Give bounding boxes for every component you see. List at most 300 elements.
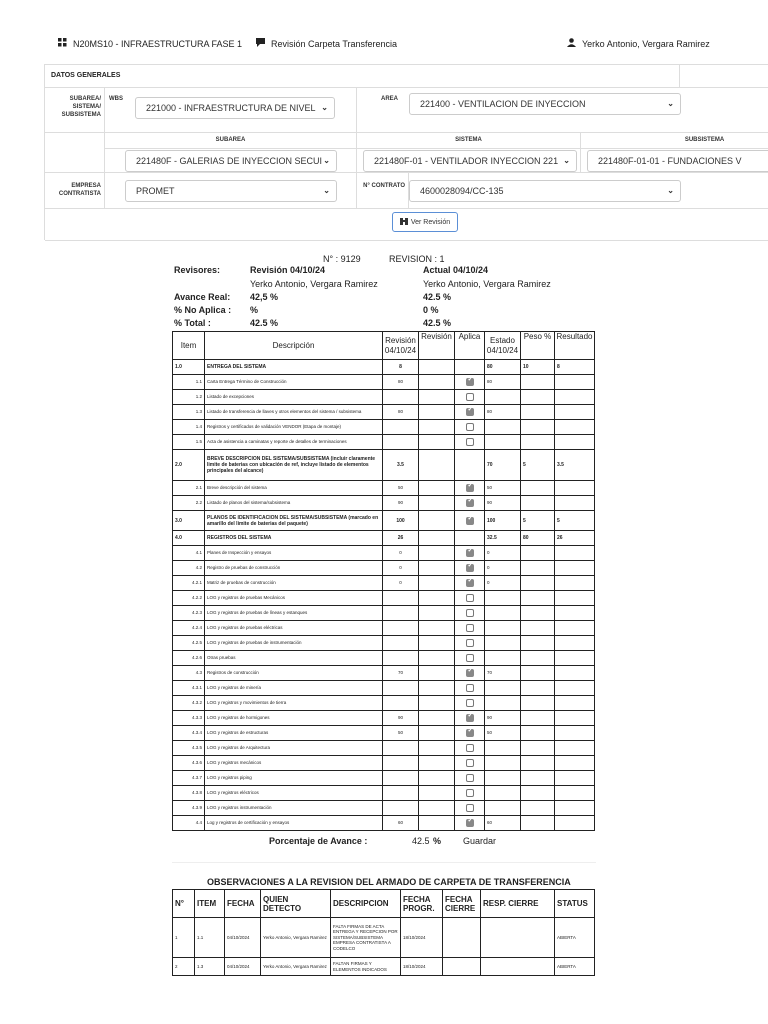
divider xyxy=(172,862,596,863)
cell-revision[interactable] xyxy=(419,481,455,496)
cell-revision[interactable] xyxy=(419,511,455,531)
cell-revision[interactable] xyxy=(419,666,455,681)
cell-aplica xyxy=(455,481,485,496)
cell-resultado xyxy=(555,481,595,496)
aplica-checkbox[interactable] xyxy=(466,699,474,707)
obs-cell-progr: 18/10/2024 xyxy=(401,958,443,976)
cell-revision-date xyxy=(383,801,419,816)
col-revision-date: Revisión 04/10/24 xyxy=(383,332,419,360)
cell-peso xyxy=(521,390,555,405)
cell-estado: 0 xyxy=(485,576,521,591)
cell-revision-date: 90 xyxy=(383,496,419,511)
cell-estado: 90 xyxy=(485,711,521,726)
aplica-checkbox[interactable] xyxy=(466,408,474,416)
col-descripcion: Descripción xyxy=(205,332,383,360)
cell-item: 1.2 xyxy=(173,390,205,405)
cell-descripcion: ENTREGA DEL SISTEMA xyxy=(205,360,383,375)
cell-revision[interactable] xyxy=(419,390,455,405)
cell-aplica xyxy=(455,726,485,741)
cell-revision[interactable] xyxy=(419,435,455,450)
cell-estado xyxy=(485,420,521,435)
cell-estado xyxy=(485,651,521,666)
cell-item: 2.1 xyxy=(173,481,205,496)
cell-peso xyxy=(521,435,555,450)
total-revision: 42.5 % xyxy=(250,318,279,328)
cell-revision[interactable] xyxy=(419,546,455,561)
cell-item: 4.2.6 xyxy=(173,651,205,666)
chevron-down-icon: ⌄ xyxy=(321,103,328,112)
cell-resultado: 5 xyxy=(555,511,595,531)
aplica-checkbox[interactable] xyxy=(466,819,474,827)
aplica-checkbox[interactable] xyxy=(466,438,474,446)
cell-aplica xyxy=(455,375,485,390)
cell-revision[interactable] xyxy=(419,420,455,435)
cell-item: 4.3.4 xyxy=(173,726,205,741)
cell-estado xyxy=(485,756,521,771)
cell-aplica xyxy=(455,681,485,696)
cell-revision-date: 0 xyxy=(383,561,419,576)
table-row xyxy=(173,816,595,831)
cell-revision[interactable] xyxy=(419,576,455,591)
cell-peso xyxy=(521,405,555,420)
cell-item: 4.2.5 xyxy=(173,636,205,651)
cell-revision-date: 80 xyxy=(383,405,419,420)
cell-resultado xyxy=(555,771,595,786)
aplica-checkbox[interactable] xyxy=(466,579,474,587)
cell-peso xyxy=(521,481,555,496)
cell-revision[interactable] xyxy=(419,756,455,771)
cell-estado xyxy=(485,390,521,405)
aplica-checkbox[interactable] xyxy=(466,484,474,492)
cell-item: 1.4 xyxy=(173,420,205,435)
obs-cell-status: ABIERTA xyxy=(555,918,595,958)
obs-cell-quien: Yerko Antonio, Vergara Ramirez xyxy=(261,918,331,958)
cell-revision[interactable] xyxy=(419,636,455,651)
obs-cell-status: ABIERTA xyxy=(555,958,595,976)
sistema-select[interactable] xyxy=(363,150,577,172)
cell-revision[interactable] xyxy=(419,741,455,756)
cell-revision-date: 3.5 xyxy=(383,450,419,481)
cell-item: 4.3.5 xyxy=(173,741,205,756)
table-row xyxy=(173,405,595,420)
obs-cell-n: 2 xyxy=(173,958,195,976)
cell-descripcion: Planes de Inspección y ensayos xyxy=(205,546,383,561)
cell-estado: 80 xyxy=(485,405,521,420)
cell-aplica xyxy=(455,450,485,481)
cell-descripcion: Breve descripción del sistema xyxy=(205,481,383,496)
table-row xyxy=(173,561,595,576)
cell-revision-date xyxy=(383,606,419,621)
col-estado: Estado 04/10/24 xyxy=(485,332,521,360)
aplica-checkbox[interactable] xyxy=(466,654,474,662)
avance-footer-unit: % xyxy=(433,836,442,846)
col-resultado: Resultado xyxy=(555,332,595,360)
cell-resultado xyxy=(555,816,595,831)
cell-item: 4.3.8 xyxy=(173,786,205,801)
cell-revision-date xyxy=(383,786,419,801)
cell-revision-date xyxy=(383,681,419,696)
cell-item: 1.0 xyxy=(173,360,205,375)
cell-revision[interactable] xyxy=(419,606,455,621)
cell-peso xyxy=(521,786,555,801)
obs-cell-cierre xyxy=(443,958,481,976)
actual-user: Yerko Antonio, Vergara Ramirez xyxy=(423,279,551,289)
table-row xyxy=(173,450,595,481)
subsistema-select[interactable] xyxy=(587,150,768,172)
obs-row[interactable] xyxy=(173,958,595,976)
cell-item: 4.3.9 xyxy=(173,801,205,816)
cell-aplica xyxy=(455,576,485,591)
cell-resultado xyxy=(555,375,595,390)
cell-item: 3.0 xyxy=(173,511,205,531)
cell-revision-date xyxy=(383,696,419,711)
cell-item: 4.1 xyxy=(173,546,205,561)
cell-resultado xyxy=(555,726,595,741)
cell-aplica xyxy=(455,651,485,666)
cell-revision[interactable] xyxy=(419,816,455,831)
cell-resultado: 3.5 xyxy=(555,450,595,481)
cell-aplica xyxy=(455,771,485,786)
cell-resultado xyxy=(555,435,595,450)
cell-peso xyxy=(521,621,555,636)
cell-item: 4.3 xyxy=(173,666,205,681)
cell-revision[interactable] xyxy=(419,696,455,711)
table-row xyxy=(173,636,595,651)
cell-estado: 50 xyxy=(485,726,521,741)
cell-resultado xyxy=(555,546,595,561)
obs-cell-resp xyxy=(481,918,555,958)
sistema-header: SISTEMA xyxy=(455,137,482,143)
aplica-checkbox[interactable] xyxy=(466,423,474,431)
cell-item: 4.3.7 xyxy=(173,771,205,786)
total-label: % Total : xyxy=(174,318,211,328)
cell-revision[interactable] xyxy=(419,531,455,546)
obs-col-quien: QUIEN DETECTO xyxy=(261,890,331,918)
subarea-header-cell xyxy=(105,133,357,149)
guardar-button[interactable]: Guardar xyxy=(463,836,497,846)
subsistema-header-cell xyxy=(581,133,768,149)
aplica-checkbox[interactable] xyxy=(466,729,474,737)
cell-aplica xyxy=(455,741,485,756)
subarea-header: SUBAREA xyxy=(215,137,246,143)
avance-actual: 42.5 % xyxy=(423,292,452,302)
cell-resultado xyxy=(555,666,595,681)
table-row xyxy=(173,681,595,696)
cell-descripcion: LOG y registros mecánicos xyxy=(205,756,383,771)
cell-revision-date xyxy=(383,771,419,786)
obs-col-descripcion: DESCRIPCION xyxy=(331,890,401,918)
empresa-select[interactable] xyxy=(125,180,337,202)
cell-aplica xyxy=(455,606,485,621)
cell-revision-date: 8 xyxy=(383,360,419,375)
cell-item: 4.3.3 xyxy=(173,711,205,726)
cell-estado: 0 xyxy=(485,561,521,576)
cell-estado: 70 xyxy=(485,450,521,481)
cell-revision-date xyxy=(383,756,419,771)
table-row xyxy=(173,481,595,496)
cell-peso xyxy=(521,576,555,591)
area-select[interactable] xyxy=(409,93,681,115)
cell-resultado xyxy=(555,711,595,726)
avance-footer-value: 42.5 xyxy=(412,836,430,846)
cell-item: 1.3 xyxy=(173,405,205,420)
cell-revision-date xyxy=(383,741,419,756)
project-name: N20MS10 - INFRAESTRUCTURA FASE 1 xyxy=(73,38,243,49)
cell-revision[interactable] xyxy=(419,801,455,816)
total-actual: 42.5 % xyxy=(423,318,452,328)
table-row xyxy=(173,531,595,546)
section-title: DATOS GENERALES xyxy=(51,72,121,79)
cell-peso xyxy=(521,561,555,576)
cell-item: 4.3.2 xyxy=(173,696,205,711)
aplica-checkbox[interactable] xyxy=(466,804,474,812)
obs-cell-cierre xyxy=(443,918,481,958)
cell-revision-date: 100 xyxy=(383,511,419,531)
chevron-down-icon: ⌄ xyxy=(667,99,674,108)
cell-descripcion: LOG y registros de pruebas de instrumentación xyxy=(205,636,383,651)
user-name: Yerko Antonio, Vergara Ramirez xyxy=(582,38,710,49)
aplica-checkbox[interactable] xyxy=(466,789,474,797)
cell-descripcion: Registro de pruebas de construcción xyxy=(205,561,383,576)
cell-peso xyxy=(521,696,555,711)
aplica-checkbox[interactable] xyxy=(466,393,474,401)
wbs-label: WBS xyxy=(109,96,123,102)
cell-estado xyxy=(485,636,521,651)
table-row xyxy=(173,360,595,375)
ver-revision-button[interactable] xyxy=(392,212,458,232)
cell-descripcion: LOG y registros instrumentación xyxy=(205,801,383,816)
cell-peso xyxy=(521,726,555,741)
aplica-checkbox[interactable] xyxy=(466,594,474,602)
cell-revision[interactable] xyxy=(419,621,455,636)
avance-revision: 42,5 % xyxy=(250,292,279,302)
obs-cell-resp xyxy=(481,958,555,976)
cell-revision-date xyxy=(383,651,419,666)
cell-descripcion: LOG y registros piping xyxy=(205,771,383,786)
cell-descripcion: Matriz de pruebas de construcción xyxy=(205,576,383,591)
aplica-checkbox[interactable] xyxy=(466,759,474,767)
aplica-checkbox[interactable] xyxy=(466,378,474,386)
cell-item: 2.2 xyxy=(173,496,205,511)
ver-revision-label: Ver Revisión xyxy=(410,218,451,226)
cell-descripcion: PLANOS DE IDENTIFICACION DEL SISTEMA/SUBSISTEMA (marcado en amarillo del limite de baterias del paquete) xyxy=(205,511,383,531)
obs-col-resp: RESP. CIERRE xyxy=(481,890,555,918)
cell-descripcion: Listado de transferencia de llaves y otros elementos del sistema / subsistema xyxy=(205,405,383,420)
cell-estado xyxy=(485,741,521,756)
module-link[interactable] xyxy=(256,38,397,49)
cell-peso xyxy=(521,591,555,606)
cell-resultado xyxy=(555,786,595,801)
cell-aplica xyxy=(455,816,485,831)
cell-aplica xyxy=(455,666,485,681)
cell-peso: 10 xyxy=(521,360,555,375)
cell-revision[interactable] xyxy=(419,681,455,696)
cell-revision[interactable] xyxy=(419,771,455,786)
aplica-checkbox[interactable] xyxy=(466,564,474,572)
table-row xyxy=(173,711,595,726)
obs-col-n: N° xyxy=(173,890,195,918)
aplica-checkbox[interactable] xyxy=(466,774,474,782)
cell-revision[interactable] xyxy=(419,726,455,741)
cell-estado xyxy=(485,681,521,696)
cell-aplica xyxy=(455,531,485,546)
table-row xyxy=(173,756,595,771)
aplica-checkbox[interactable] xyxy=(466,499,474,507)
cell-revision[interactable] xyxy=(419,651,455,666)
cell-peso xyxy=(521,636,555,651)
cell-peso xyxy=(521,801,555,816)
user-icon xyxy=(567,38,576,49)
table-row xyxy=(173,666,595,681)
revision-number: REVISION : 1 xyxy=(389,254,445,264)
wbs-value: 221000 - INFRAESTRUCTURA DE NIVEL xyxy=(146,103,316,113)
cell-revision-date xyxy=(383,390,419,405)
table-row xyxy=(173,621,595,636)
cell-aplica xyxy=(455,496,485,511)
aplica-checkbox[interactable] xyxy=(466,609,474,617)
table-row xyxy=(173,591,595,606)
obs-cell-desc: FALTAN FIRMAS Y ELEMENTOS INDICADOS xyxy=(331,958,401,976)
cell-estado: 32.5 xyxy=(485,531,521,546)
cell-resultado xyxy=(555,561,595,576)
cell-aplica xyxy=(455,511,485,531)
aplica-checkbox[interactable] xyxy=(466,549,474,557)
cell-revision-date xyxy=(383,420,419,435)
cell-aplica xyxy=(455,435,485,450)
cell-descripcion: REGISTROS DEL SISTEMA xyxy=(205,531,383,546)
subarea-label-cell xyxy=(45,88,105,133)
aplica-checkbox[interactable] xyxy=(466,714,474,722)
cell-revision[interactable] xyxy=(419,450,455,481)
cell-peso xyxy=(521,420,555,435)
cell-resultado xyxy=(555,681,595,696)
cell-revision-date: 80 xyxy=(383,375,419,390)
cell-aplica xyxy=(455,786,485,801)
aplica-checkbox[interactable] xyxy=(466,639,474,647)
obs-header-row xyxy=(173,890,595,918)
obs-cell-item: 1.1 xyxy=(195,918,225,958)
cell-estado: 80 xyxy=(485,360,521,375)
cell-revision[interactable] xyxy=(419,375,455,390)
cell-item: 4.2 xyxy=(173,561,205,576)
contrato-value: 4600028094/CC-135 xyxy=(420,186,504,196)
cell-peso: 80 xyxy=(521,531,555,546)
cell-aplica xyxy=(455,591,485,606)
table-row xyxy=(173,696,595,711)
cell-peso xyxy=(521,816,555,831)
cell-descripcion: Registros de construcción xyxy=(205,666,383,681)
cell-resultado xyxy=(555,496,595,511)
cell-descripcion: Carta Entrega Término de Construcción xyxy=(205,375,383,390)
table-row xyxy=(173,546,595,561)
cell-peso: 5 xyxy=(521,450,555,481)
area-label: AREA xyxy=(381,96,399,102)
revision-header: Revisión 04/10/24 xyxy=(250,265,326,275)
cell-peso xyxy=(521,756,555,771)
cell-revision-date xyxy=(383,636,419,651)
cell-resultado xyxy=(555,621,595,636)
cell-item: 4.2.3 xyxy=(173,606,205,621)
revisores-label: Revisores: xyxy=(174,265,221,275)
obs-row[interactable] xyxy=(173,918,595,958)
actual-header: Actual 04/10/24 xyxy=(423,265,489,275)
cell-estado: 100 xyxy=(485,511,521,531)
wbs-select[interactable] xyxy=(135,97,335,119)
cell-aplica xyxy=(455,420,485,435)
cell-peso xyxy=(521,375,555,390)
user-menu[interactable] xyxy=(567,38,710,49)
table-row xyxy=(173,390,595,405)
cell-revision-date: 0 xyxy=(383,576,419,591)
cell-item: 2.0 xyxy=(173,450,205,481)
cell-revision[interactable] xyxy=(419,405,455,420)
cell-descripcion: Acta de asistencia a caminatas y reporte de detalles de terminaciones xyxy=(205,435,383,450)
cell-revision[interactable] xyxy=(419,786,455,801)
cell-revision[interactable] xyxy=(419,561,455,576)
col-item: Item xyxy=(173,332,205,360)
cell-revision[interactable] xyxy=(419,360,455,375)
table-header-row xyxy=(173,332,595,360)
cell-revision-date: 70 xyxy=(383,666,419,681)
cell-aplica xyxy=(455,636,485,651)
cell-descripcion: LOG y registros de pruebas eléctricas xyxy=(205,621,383,636)
cell-descripcion: Log y registros de certificación y ensayos xyxy=(205,816,383,831)
cell-revision[interactable] xyxy=(419,496,455,511)
cell-revision[interactable] xyxy=(419,591,455,606)
cell-item: 4.2.4 xyxy=(173,621,205,636)
cell-item: 4.3.1 xyxy=(173,681,205,696)
aplica-checkbox[interactable] xyxy=(466,517,474,525)
cell-aplica xyxy=(455,621,485,636)
cell-descripcion: LOG y registros de minería xyxy=(205,681,383,696)
noaplica-label: % No Aplica : xyxy=(174,305,232,315)
aplica-checkbox[interactable] xyxy=(466,744,474,752)
cell-estado xyxy=(485,591,521,606)
cell-descripcion: LOG y registros de estructuras xyxy=(205,726,383,741)
section-header-right xyxy=(680,65,768,88)
table-row xyxy=(173,375,595,390)
contrato-label: N° CONTRATO xyxy=(363,183,405,189)
cell-descripcion: LOG y registros de pruebas Mecánicos xyxy=(205,591,383,606)
cell-revision-date: 50 xyxy=(383,481,419,496)
empresa-value: PROMET xyxy=(136,186,175,196)
subsistema-header: SUBSISTEMA xyxy=(684,137,725,143)
module-name: Revisión Carpeta Transferencia xyxy=(271,38,398,49)
cell-resultado xyxy=(555,420,595,435)
table-row xyxy=(173,496,595,511)
cell-resultado xyxy=(555,591,595,606)
cell-aplica xyxy=(455,546,485,561)
cell-aplica xyxy=(455,561,485,576)
col-aplica: Aplica xyxy=(455,332,485,360)
cell-item: 4.4 xyxy=(173,816,205,831)
aplica-checkbox[interactable] xyxy=(466,624,474,632)
subarea-select[interactable] xyxy=(125,150,337,172)
cell-revision-date: 0 xyxy=(383,546,419,561)
cell-revision[interactable] xyxy=(419,711,455,726)
contrato-select[interactable] xyxy=(409,180,681,202)
cell-revision-date: 60 xyxy=(383,816,419,831)
aplica-checkbox[interactable] xyxy=(466,669,474,677)
cell-aplica xyxy=(455,360,485,375)
avance-label: Avance Real: xyxy=(174,292,231,302)
cell-estado xyxy=(485,606,521,621)
project-selector[interactable] xyxy=(58,38,242,49)
aplica-checkbox[interactable] xyxy=(466,684,474,692)
contrato-label-cell xyxy=(357,173,409,209)
subsistema-value: 221480F-01-01 - FUNDACIONES V xyxy=(598,156,742,166)
cell-estado: 80 xyxy=(485,375,521,390)
